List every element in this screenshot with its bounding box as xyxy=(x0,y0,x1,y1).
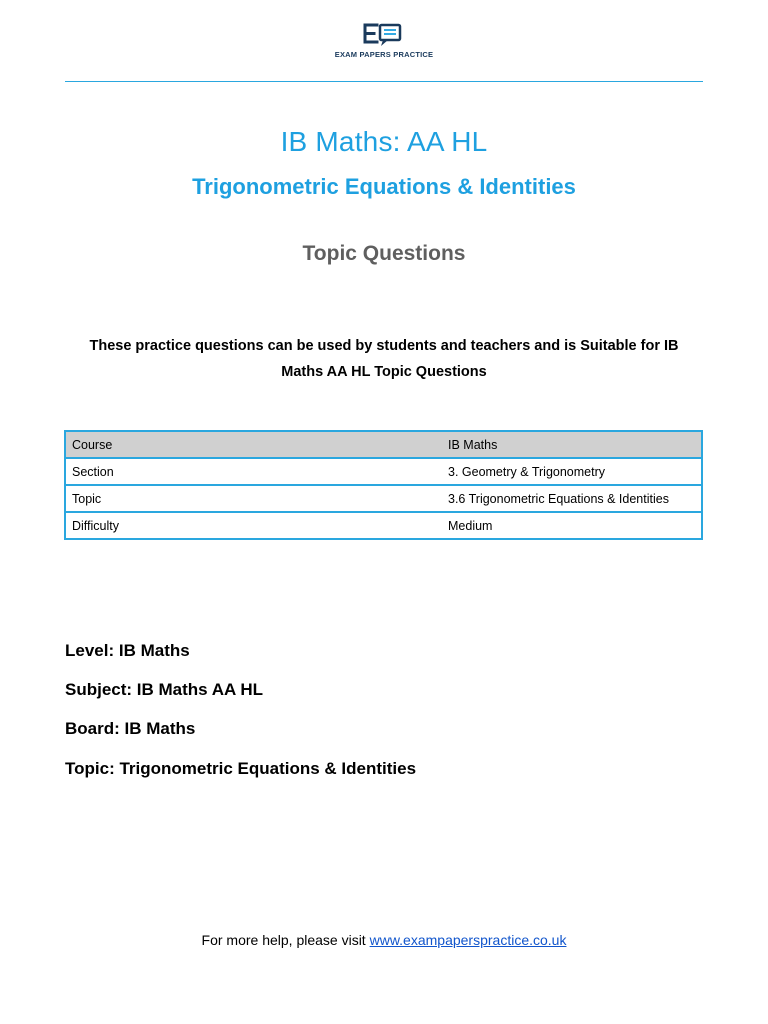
page-subtitle: Trigonometric Equations & Identities xyxy=(192,174,576,199)
table-cell-value: IB Maths xyxy=(442,431,702,458)
table-cell-label: Section xyxy=(65,458,442,485)
brand-logo xyxy=(334,22,434,64)
table-row xyxy=(65,431,702,458)
table-row xyxy=(65,458,702,485)
footer-link[interactable]: www.exampaperspractice.co.uk xyxy=(369,932,567,948)
meta-level: Level: IB Maths xyxy=(65,641,190,660)
table-cell-label: Course xyxy=(65,431,442,458)
table-cell-value: Medium xyxy=(442,512,702,539)
table-cell-value: 3. Geometry & Trigonometry xyxy=(442,458,702,485)
meta-board: Board: IB Maths xyxy=(65,719,196,738)
intro-paragraph xyxy=(60,333,708,385)
meta-subject: Subject: IB Maths AA HL xyxy=(65,680,264,699)
table-cell-label: Topic xyxy=(65,485,442,512)
intro-line: These practice questions can be used by students and teachers and is Suitable for IB xyxy=(89,338,679,354)
section-heading: Topic Questions xyxy=(302,242,466,265)
footer xyxy=(0,932,768,948)
course-info-table xyxy=(64,430,703,540)
intro-line: Maths AA HL Topic Questions xyxy=(281,364,487,380)
logo-mark-icon xyxy=(361,22,407,48)
logo-text: EXAM PAPERS PRACTICE xyxy=(334,50,434,59)
footer-text: For more help, please visit xyxy=(201,932,370,948)
table-row xyxy=(65,485,702,512)
table-cell-value: 3.6 Trigonometric Equations & Identities xyxy=(442,485,702,512)
header-divider xyxy=(65,81,703,82)
page-title: IB Maths: AA HL xyxy=(280,126,488,157)
table-cell-label: Difficulty xyxy=(65,512,442,539)
table-row xyxy=(65,512,702,539)
meta-topic: Topic: Trigonometric Equations & Identities xyxy=(65,759,417,778)
